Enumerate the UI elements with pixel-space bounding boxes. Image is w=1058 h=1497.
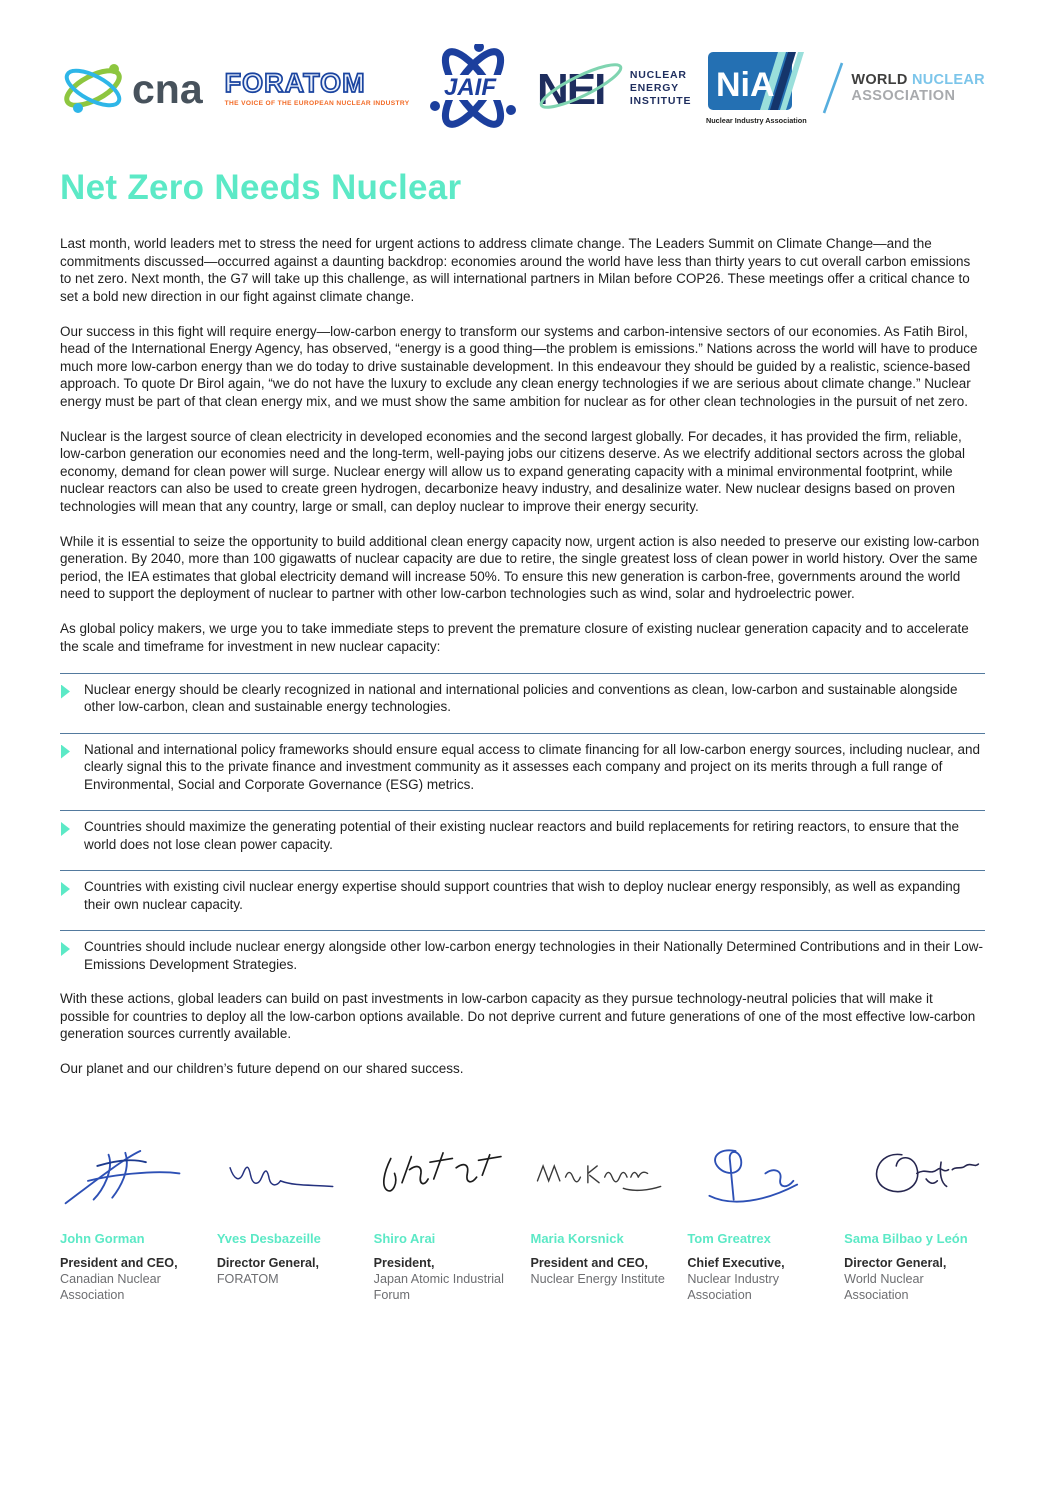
jaif-wordmark: JAIF xyxy=(444,74,497,101)
bullet-arrow-icon xyxy=(61,745,70,759)
logo-nia xyxy=(706,52,807,125)
bullet-arrow-icon xyxy=(61,942,70,956)
sama-bilbao-y-leon-signature xyxy=(844,1141,985,1217)
cna-atom-icon xyxy=(60,56,210,120)
bullet-arrow-icon xyxy=(61,882,70,896)
bullet-item xyxy=(60,733,985,794)
nei-line1: NUCLEAR xyxy=(629,68,687,81)
signature-block xyxy=(374,1141,515,1303)
wna-word-association: ASSOCIATION xyxy=(851,88,956,104)
logo-jaif xyxy=(424,44,522,132)
bullet-arrow-icon xyxy=(61,822,70,836)
wna-word-nuclear: NUCLEAR xyxy=(911,72,985,88)
bullet-list xyxy=(60,673,985,974)
paragraph-4: While it is essential to seize the opportunity to build additional clean energy capacity now, urgent action is also needed to preserve our existing low-carbon generation. By 2040, more than 100 gigawatts of nuclear capacity are due to retire, the single greatest loss of clean power in world history. Over the same period, the IEA estimates that global electricity demand will increase 50%. To ensure this new generation is carbon-free, governments around the world need to support the deployment of nuclear to partner with other low-carbon technologies such as wind, solar and hydroelectric power. xyxy=(60,533,980,601)
paragraph-2: Our success in this fight will require energy—low-carbon energy to transform our systems and carbon-intensive sectors of our economies. As Fatih Birol, head of the International Energy Agency, has observed, “energy is a good thing—the problem is emissions.” Nations across the world will have to produce much more low-carbon energy than we do today to drive sustainable development. In this endeavour they should be guided by a realistic, science-based approach. To quote Dr Birol again, “we do not have the luxury to exclude any clean energy technologies if we are serious about climate change.” Nuclear energy must be part of that clean energy mix, and we must show the same ambition for nuclear as for other clean technologies in the pursuit of net zero. xyxy=(60,323,978,409)
bullet-item xyxy=(60,930,985,973)
logo-bar xyxy=(0,0,1058,134)
wna-text xyxy=(851,72,985,104)
signatory-org: Canadian Nuclear Association xyxy=(60,1272,161,1302)
signature-block xyxy=(844,1141,985,1303)
nei-mark-icon xyxy=(537,58,623,118)
nei-name-lines xyxy=(630,69,691,108)
wna-word-world: WORLD xyxy=(851,72,908,88)
signatory-name: Tom Greatrex xyxy=(687,1231,771,1246)
bullet-text: National and international policy frameworks should ensure equal access to climate financing for all low-carbon energy sources, including nuclear, and clearly signal this to the private finance and investment community as it assesses each company and project on its merits through a full range of Environmental, Social and Corporate Governance (ESG) metrics. xyxy=(84,741,980,792)
signatory-role: Director General, xyxy=(844,1256,947,1270)
nia-caption: Nuclear Industry Association xyxy=(705,115,807,125)
logo-wna xyxy=(821,61,985,115)
foratom-tagline: THE VOICE OF THE EUROPEAN NUCLEAR INDUSTRY xyxy=(224,99,410,107)
maria-korsnick-signature xyxy=(530,1141,671,1217)
wna-slash-icon xyxy=(821,61,845,115)
shiro-arai-signature xyxy=(374,1141,515,1217)
nei-line3: INSTITUTE xyxy=(629,94,692,107)
tom-greatrex-signature xyxy=(687,1141,828,1217)
logo-nei xyxy=(537,58,691,118)
signatory-org: Nuclear Energy Institute xyxy=(530,1272,665,1286)
nia-wordmark: NiA xyxy=(716,65,775,104)
bullet-arrow-icon xyxy=(61,685,70,699)
cna-wordmark: cna xyxy=(132,66,203,112)
signatory-org: Nuclear Industry Association xyxy=(687,1272,780,1302)
john-gorman-signature xyxy=(60,1141,201,1217)
yves-desbazeille-signature xyxy=(217,1141,358,1217)
bullet-text: Countries should maximize the generating potential of their existing nuclear reactors and build replacements for retiring reactors, to ensure that the world does not lose clean power capacity. xyxy=(84,819,959,852)
signature-block xyxy=(217,1141,358,1303)
jaif-atom-icon xyxy=(424,44,522,132)
signatory-role: Chief Executive, xyxy=(687,1256,785,1270)
page-title: Net Zero Needs Nuclear xyxy=(60,168,462,207)
signatory-role: Director General, xyxy=(216,1256,320,1270)
signatory-name: Sama Bilbao y León xyxy=(844,1231,968,1246)
signatory-name: Shiro Arai xyxy=(373,1231,436,1246)
letter-body xyxy=(0,170,1058,1078)
signature-block xyxy=(687,1141,828,1303)
signatory-role: President, xyxy=(373,1256,435,1270)
signature-grid xyxy=(0,1095,1058,1303)
signatory-org: Japan Atomic Industrial Forum xyxy=(373,1272,504,1302)
nia-mark-icon xyxy=(708,52,804,112)
bullet-text: Countries with existing civil nuclear energy expertise should support countries that wish to deploy nuclear energy responsibly, as well as expanding their own nuclear capacity. xyxy=(84,879,961,912)
nei-line2: ENERGY xyxy=(629,81,679,94)
closing-paragraph-1: With these actions, global leaders can build on past investments in low-carbon capacity as they pursue technology-neutral policies that will make it possible for countries to deploy all the low-carbon options available. Do not deprive current and future generations of one of the most effective low-carbon generation sources currently available. xyxy=(60,991,976,1041)
logo-cna xyxy=(60,56,210,120)
bullet-text: Countries should include nuclear energy alongside other low-carbon energy technologies in their Nationally Determined Contributions and in their Low-Emissions Development Strategies. xyxy=(84,939,984,972)
signatory-role: President and CEO, xyxy=(530,1256,649,1270)
signatory-role: President and CEO, xyxy=(60,1256,178,1270)
closing-paragraph-2: Our planet and our children’s future depend on our shared success. xyxy=(60,1061,464,1076)
signatory-org: FORATOM xyxy=(216,1272,279,1286)
signature-block xyxy=(60,1141,201,1303)
signature-block xyxy=(530,1141,671,1303)
paragraph-5: As global policy makers, we urge you to take immediate steps to prevent the premature closure of existing nuclear generation capacity and to accelerate the scale and timeframe for investment in new nuclear capacity: xyxy=(60,621,969,654)
bullet-item xyxy=(60,810,985,853)
nei-wordmark: NEI xyxy=(536,65,605,114)
foratom-wordmark: FORATOM xyxy=(224,67,366,98)
bullet-item xyxy=(60,673,985,716)
signatory-name: John Gorman xyxy=(60,1231,145,1246)
paragraph-1: Last month, world leaders met to stress the need for urgent actions to address climate change. The Leaders Summit on Climate Change—and the commitments discussed—occurred against a daunting backdrop: economies around the world have less than thirty years to cut overall carbon emissions to net zero. Next month, the G7 will take up this challenge, as will international partners in Milan before COP26. These meetings offer a critical chance to set a bold new direction in our fight against climate change. xyxy=(60,236,971,304)
signatory-name: Yves Desbazeille xyxy=(216,1231,321,1246)
signatory-org: World Nuclear Association xyxy=(844,1272,924,1302)
logo-foratom xyxy=(224,67,410,107)
bullet-text: Nuclear energy should be clearly recognized in national and international policies and conventions as clean, low-carbon and sustainable alongside other low-carbon, clean and sustainable energy technologies. xyxy=(84,681,958,714)
paragraph-3: Nuclear is the largest source of clean electricity in developed economies and the second largest globally. For decades, it has provided the firm, reliable, low-carbon generation our economies need and the long-term, well-paying jobs our citizens deserve. As we electrify additional sectors across the global economy, demand for clean power will surge. Nuclear energy will allow us to expand generating capacity with a minimal environmental footprint, while nuclear reactors can also be used to create green hydrogen, decarbonize heavy industry, and desalinize water. New nuclear designs based on proven technologies will mean that any country, large or small, can deploy nuclear to improve their energy security. xyxy=(60,428,965,514)
bullet-item xyxy=(60,870,985,913)
signatory-name: Maria Korsnick xyxy=(530,1231,624,1246)
